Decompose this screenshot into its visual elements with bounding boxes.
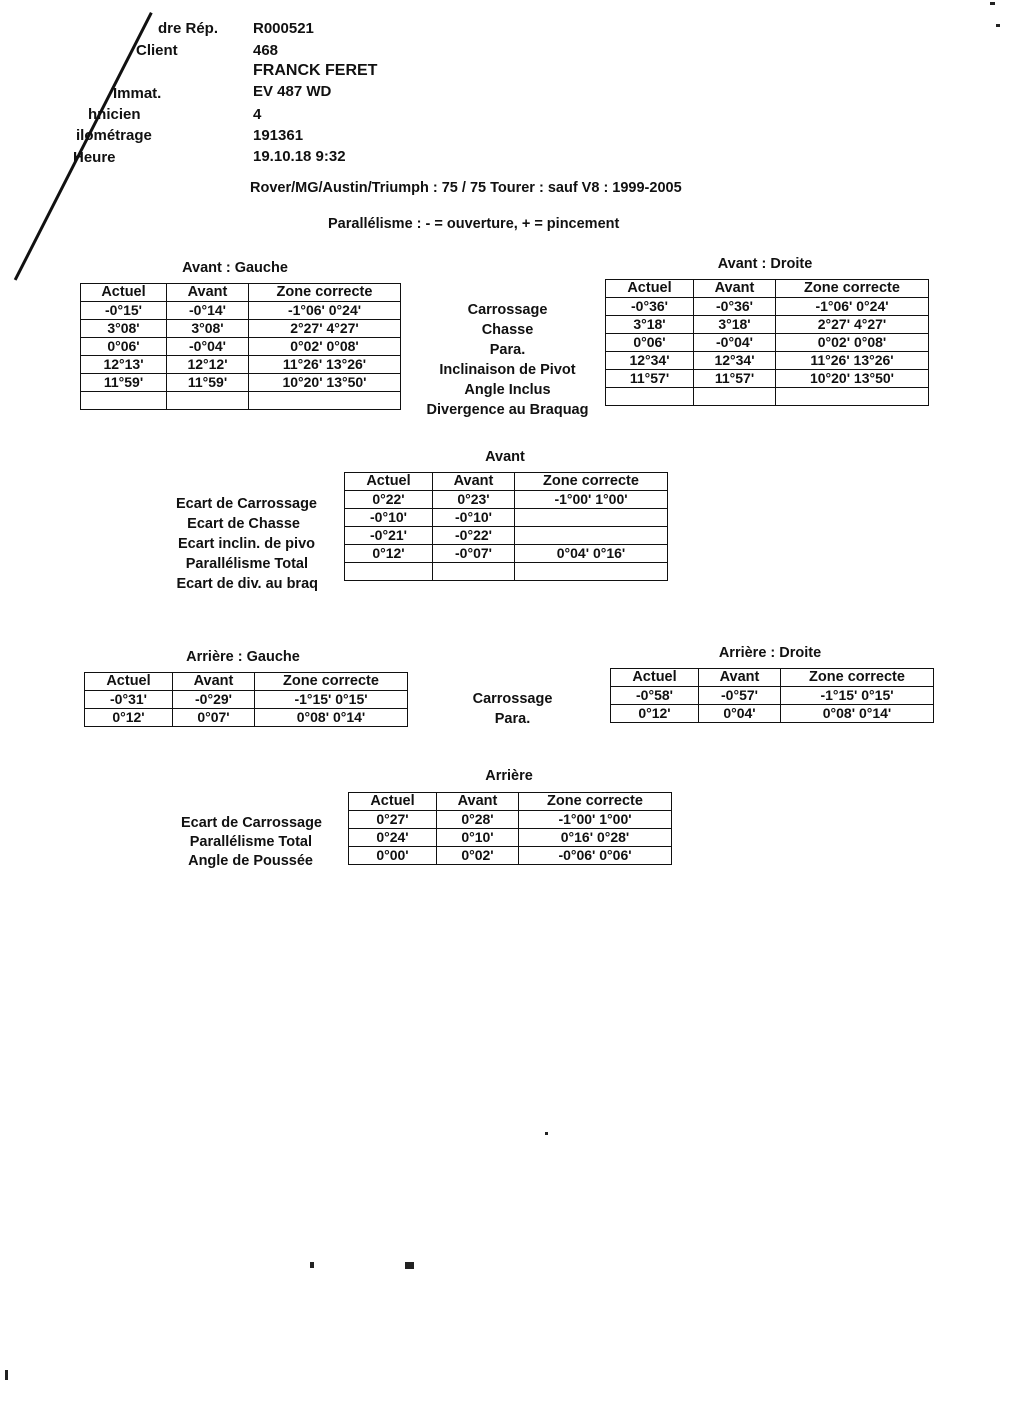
table-cell: -0°14' [167,302,249,320]
table-cell: 0°23' [433,491,515,509]
table-cell: 0°02' 0°08' [776,334,929,352]
table-row [81,356,401,374]
table-row [345,545,668,563]
table-row [345,491,668,509]
table-cell: 0°08' 0°14' [255,709,408,727]
label-kilometrage: ilométrage [76,127,152,144]
rear-right-table [610,668,934,723]
table-cell: 12°12' [167,356,249,374]
table-cell: 12°34' [606,352,694,370]
table-cell: 3°18' [606,316,694,334]
front-left-title: Avant : Gauche [182,260,288,276]
label-immat: Immat. [113,85,162,102]
table-row [81,338,401,356]
value-heure: 19.10.18 9:32 [253,148,346,165]
value-kilometrage: 191361 [253,127,304,144]
table-row [345,527,668,545]
table-cell: -0°10' [345,509,433,527]
table-cell: 0°28' [437,811,519,829]
table-cell: -0°31' [85,691,173,709]
table-cell: 10°20' 13°50' [249,374,401,392]
rear-left-table [84,672,408,727]
row-label-carrossage: Carrossage [467,302,548,318]
rear-axle-table [348,792,672,865]
table-cell: 0°16' 0°28' [519,829,672,847]
table-row [81,302,401,320]
table-header-row [611,669,934,687]
row-label-rear-carrossage: Carrossage [472,691,553,707]
table-cell: 12°13' [81,356,167,374]
table-cell: 11°59' [167,374,249,392]
row-label-rear-ecart-carrossage: Ecart de Carrossage [180,815,322,831]
table-cell: 3°18' [694,316,776,334]
table-cell: -0°36' [606,298,694,316]
table-cell: 0°12' [345,545,433,563]
table-cell: -0°04' [694,334,776,352]
table-cell: 11°26' 13°26' [776,352,929,370]
column-header: Zone correcte [255,673,408,691]
table-cell: 0°12' [85,709,173,727]
label-technicien: hnicien [88,106,141,123]
row-label-inclinaison: Inclinaison de Pivot [439,362,576,378]
table-header-row [85,673,408,691]
table-cell [515,563,668,581]
table-row [611,687,934,705]
table-cell: -0°57' [699,687,781,705]
table-row [349,847,672,865]
table-cell [515,527,668,545]
label-client: Client [136,42,178,59]
column-header: Zone correcte [249,284,401,302]
table-cell: 11°57' [694,370,776,388]
table-cell: -0°10' [433,509,515,527]
front-right-title: Avant : Droite [717,256,813,272]
column-header: Avant [433,473,515,491]
row-label-rear-para: Para. [494,711,531,727]
table-cell: 12°34' [694,352,776,370]
table-cell: 0°27' [349,811,437,829]
table-cell: -0°21' [345,527,433,545]
front-right-table [605,279,929,406]
table-cell: 11°59' [81,374,167,392]
row-label-angle-poussee: Angle de Poussée [188,853,313,869]
vehicle-title: Rover/MG/Austin/Triumph : 75 / 75 Tourer : sauf V8 : 1999-2005 [250,180,682,196]
scan-speck [5,1370,8,1380]
value-immat: EV 487 WD [253,83,332,100]
row-label-para: Para. [489,342,526,358]
rear-left-title: Arrière : Gauche [186,649,300,665]
row-label-parallelisme-total: Parallélisme Total [185,556,308,572]
row-label-chasse: Chasse [481,322,534,338]
column-header: Avant [437,793,519,811]
table-row [606,316,929,334]
table-row [606,370,929,388]
label-ordre: dre Rép. [158,20,219,37]
table-cell [249,392,401,410]
value-client-name: FRANCK FERET [253,62,378,79]
column-header: Actuel [611,669,699,687]
table-row [345,509,668,527]
column-header: Zone correcte [781,669,934,687]
scan-slash-line [14,12,152,280]
column-header: Actuel [349,793,437,811]
table-header-row [345,473,668,491]
table-cell: -0°58' [611,687,699,705]
table-cell: 3°08' [81,320,167,338]
table-cell: 2°27' 4°27' [249,320,401,338]
column-header: Avant [699,669,781,687]
table-row [349,811,672,829]
rear-right-title: Arrière : Droite [718,645,822,661]
table-cell: -0°07' [433,545,515,563]
table-row [611,705,934,723]
table-cell: -0°15' [81,302,167,320]
column-header: Avant [694,280,776,298]
row-label-ecart-div: Ecart de div. au braq [176,576,318,592]
column-header: Avant [173,673,255,691]
front-axle-table [344,472,668,581]
table-cell [606,388,694,406]
table-cell: -1°15' 0°15' [255,691,408,709]
toe-legend: Parallélisme : - = ouverture, + = pincement [328,216,620,232]
table-cell: -0°04' [167,338,249,356]
value-ordre: R000521 [253,20,314,37]
table-cell: 10°20' 13°50' [776,370,929,388]
row-label-ecart-chasse: Ecart de Chasse [187,516,300,532]
table-cell: 0°02' [437,847,519,865]
table-cell [515,509,668,527]
table-row [606,352,929,370]
row-label-angle-inclus: Angle Inclus [464,382,551,398]
table-cell: 11°26' 13°26' [249,356,401,374]
column-header: Actuel [606,280,694,298]
table-row [81,320,401,338]
table-cell: -1°00' 1°00' [519,811,672,829]
table-cell: -1°06' 0°24' [249,302,401,320]
table-cell [776,388,929,406]
column-header: Avant [167,284,249,302]
row-label-ecart-inclin: Ecart inclin. de pivo [178,536,315,552]
table-row [349,829,672,847]
table-row [81,392,401,410]
front-left-table [80,283,401,410]
table-cell [81,392,167,410]
table-cell [433,563,515,581]
table-header-row [606,280,929,298]
label-heure: Heure [73,149,116,166]
table-row [606,334,929,352]
table-cell [167,392,249,410]
table-cell: 0°06' [606,334,694,352]
table-cell: 0°22' [345,491,433,509]
table-cell [345,563,433,581]
scan-speck [405,1262,414,1269]
table-cell: 0°06' [81,338,167,356]
table-cell: 0°24' [349,829,437,847]
table-cell: 3°08' [167,320,249,338]
table-cell: -1°06' 0°24' [776,298,929,316]
table-row [606,298,929,316]
column-header: Actuel [345,473,433,491]
table-cell: -1°00' 1°00' [515,491,668,509]
table-cell: -0°06' 0°06' [519,847,672,865]
table-row [81,374,401,392]
table-cell: 0°12' [611,705,699,723]
column-header: Zone correcte [519,793,672,811]
table-cell: 0°08' 0°14' [781,705,934,723]
column-header: Actuel [81,284,167,302]
table-cell: 0°00' [349,847,437,865]
table-cell [694,388,776,406]
row-label-rear-parallelisme-total: Parallélisme Total [189,834,312,850]
table-header-row [349,793,672,811]
value-client: 468 [253,42,279,59]
scan-speck [990,2,995,5]
table-row [606,388,929,406]
table-cell: -0°29' [173,691,255,709]
scan-speck [545,1132,548,1135]
table-cell: -0°22' [433,527,515,545]
table-row [85,709,408,727]
table-cell: -0°36' [694,298,776,316]
table-header-row [81,284,401,302]
table-cell: 0°07' [173,709,255,727]
scan-speck [310,1262,314,1268]
table-cell: 11°57' [606,370,694,388]
front-axle-title: Avant [485,449,525,465]
scan-speck [996,24,1000,27]
table-cell: 0°10' [437,829,519,847]
table-cell: 0°04' [699,705,781,723]
column-header: Actuel [85,673,173,691]
table-cell: -1°15' 0°15' [781,687,934,705]
table-row [345,563,668,581]
column-header: Zone correcte [515,473,668,491]
table-cell: 0°04' 0°16' [515,545,668,563]
table-cell: 2°27' 4°27' [776,316,929,334]
column-header: Zone correcte [776,280,929,298]
rear-axle-title: Arrière [485,768,533,784]
value-technicien: 4 [253,106,262,123]
table-cell: 0°02' 0°08' [249,338,401,356]
row-label-divergence: Divergence au Braquag [426,402,589,418]
row-label-ecart-carrossage: Ecart de Carrossage [175,496,317,512]
table-row [85,691,408,709]
